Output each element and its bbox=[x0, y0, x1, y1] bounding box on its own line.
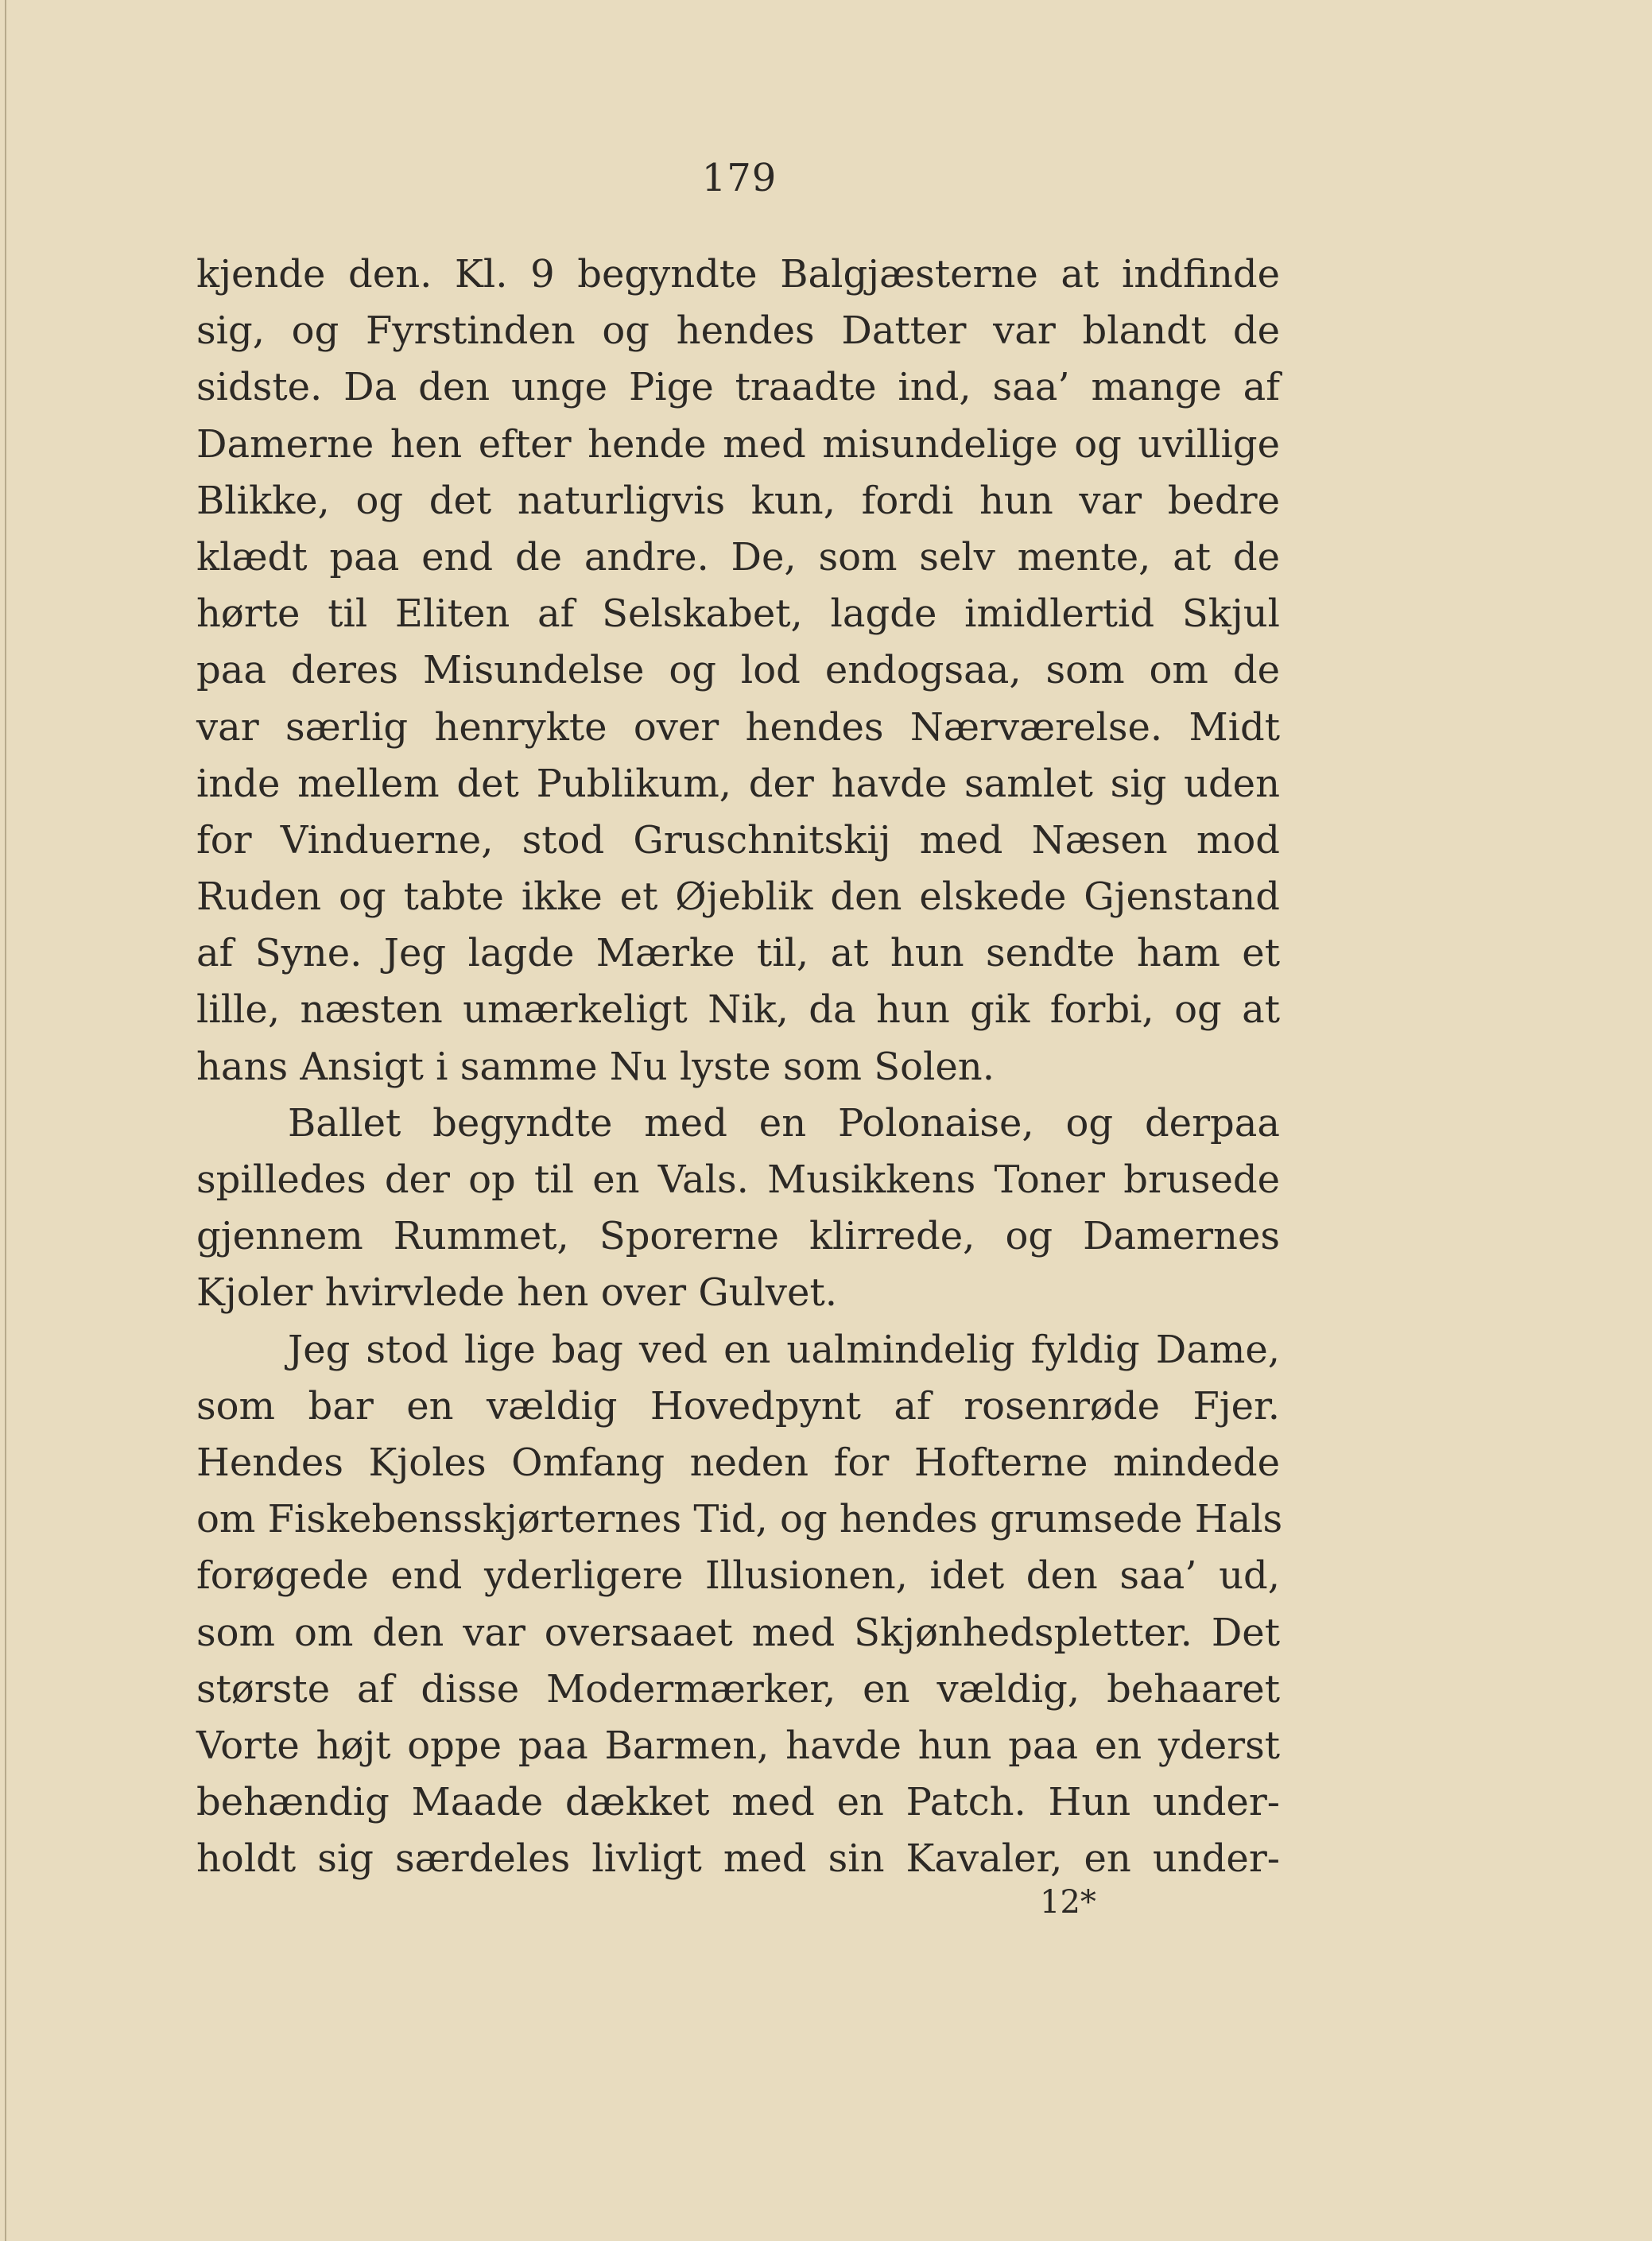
text-line: gjennem Rummet, Sporerne klirrede, og Damernes bbox=[196, 1214, 1280, 1259]
text-line: Kjoler hvirvlede hen over Gulvet. bbox=[196, 1270, 837, 1316]
text-line: forøgede end yderligere Illusionen, idet den saa’ ud, bbox=[196, 1553, 1280, 1599]
text-line: holdt sig særdeles livligt med sin Kavaler, en under- bbox=[196, 1836, 1280, 1882]
text-line: største af disse Modermærker, en vældig, behaaret bbox=[196, 1666, 1280, 1712]
text-line: Blikke, og det naturligvis kun, fordi hun var bedre bbox=[196, 478, 1280, 523]
page-edge bbox=[5, 0, 6, 2241]
text-line: Ballet begyndte med en Polonaise, og derpaa bbox=[288, 1100, 1280, 1146]
text-line: af Syne. Jeg lagde Mærke til, at hun sendte ham et bbox=[196, 931, 1280, 976]
text-line: Hendes Kjoles Omfang neden for Hofterne mindede bbox=[196, 1440, 1280, 1485]
text-line: Ruden og tabte ikke et Øjeblik den elskede Gjenstand bbox=[196, 874, 1280, 920]
text-line: behændig Maade dækket med en Patch. Hun under- bbox=[196, 1780, 1280, 1825]
text-line: inde mellem det Publikum, der havde samlet sig uden bbox=[196, 761, 1280, 806]
text-line: klædt paa end de andre. De, som selv mente, at de bbox=[196, 534, 1280, 580]
body-text bbox=[196, 246, 1283, 1887]
text-line: hans Ansigt i samme Nu lyste som Solen. bbox=[196, 1044, 995, 1089]
text-line: sidste. Da den unge Pige traadte ind, saa’ mange af bbox=[196, 365, 1280, 410]
text-line: kjende den. Kl. 9 begyndte Balgjæsterne at indfinde bbox=[196, 252, 1280, 297]
text-line: Vorte højt oppe paa Barmen, havde hun paa en yderst bbox=[196, 1723, 1280, 1768]
text-line: som bar en vældig Hovedpynt af rosenrøde Fjer. bbox=[196, 1383, 1280, 1429]
signature-mark: 12* bbox=[1040, 1884, 1096, 1921]
text-line: Damerne hen efter hende med misundelige og uvillige bbox=[196, 421, 1280, 467]
text-line: paa deres Misundelse og lod endogsaa, som om de bbox=[196, 648, 1280, 693]
text-line: som om den var oversaaet med Skjønhedspletter. Det bbox=[196, 1610, 1280, 1655]
text-line: lille, næsten umærkeligt Nik, da hun gik forbi, og at bbox=[196, 987, 1280, 1033]
text-line: Jeg stod lige bag ved en ualmindelig fyldig Dame, bbox=[288, 1327, 1280, 1372]
text-line: sig, og Fyrstinden og hendes Datter var blandt de bbox=[196, 308, 1280, 354]
text-line: for Vinduerne, stod Gruschnitskij med Næsen mod bbox=[196, 817, 1280, 863]
page-number: 179 bbox=[701, 156, 778, 200]
text-line: hørte til Eliten af Selskabet, lagde imidlertid Skjul bbox=[196, 591, 1280, 637]
text-line: spilledes der op til en Vals. Musikkens Toner brusede bbox=[196, 1157, 1280, 1202]
text-line: var særlig henrykte over hendes Nærværelse. Midt bbox=[196, 704, 1280, 750]
text-line: om Fiskebensskjørternes Tid, og hendes grumsede Hals bbox=[196, 1497, 1283, 1542]
